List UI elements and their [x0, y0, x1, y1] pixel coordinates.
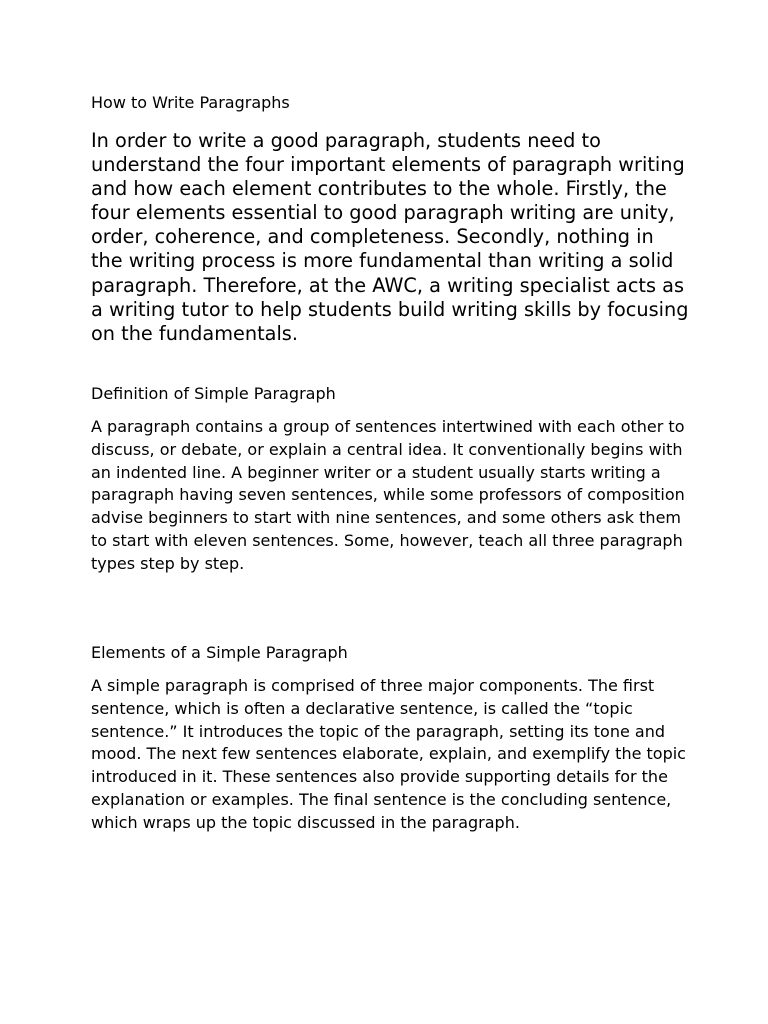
- section-heading-elements: Elements of a Simple Paragraph: [91, 643, 348, 662]
- intro-paragraph: In order to write a good paragraph, students need to understand the four important elements of paragraph writing and how each element contributes to the whole. Firstly, the four elements essential to good paragraph writing are unity, order, coherence, and completeness. Secondly, nothing in the writing process is more fundamental than writing a solid paragraph. Therefore, at the AWC, a writing specialist acts as a writing tutor to help students build writing skills by focusing on the fundamentals.: [91, 129, 689, 345]
- section-heading-definition: Definition of Simple Paragraph: [91, 384, 336, 403]
- section-body-elements: A simple paragraph is comprised of three major components. The first sentence, which is often a declarative sentence, is called the “topic sentence.” It introduces the topic of the paragraph, setting its tone and mood. The next few sentences elaborate, explain, and exemplify the topic introduced in it. These sentences also provide supporting details for the explanation or examples. The final sentence is the concluding sentence, which wraps up the topic discussed in the paragraph.: [91, 676, 686, 832]
- document-title: How to Write Paragraphs: [91, 93, 290, 112]
- section-body-definition: A paragraph contains a group of sentences intertwined with each other to discuss, or debate, or explain a central idea. It conventionally begins with an indented line. A beginner writer or a student usually starts writing a paragraph having seven sentences, while some professors of composition advise beginners to start with nine sentences, and some others ask them to start with eleven sentences. Some, however, teach all three paragraph types step by step.: [91, 417, 685, 573]
